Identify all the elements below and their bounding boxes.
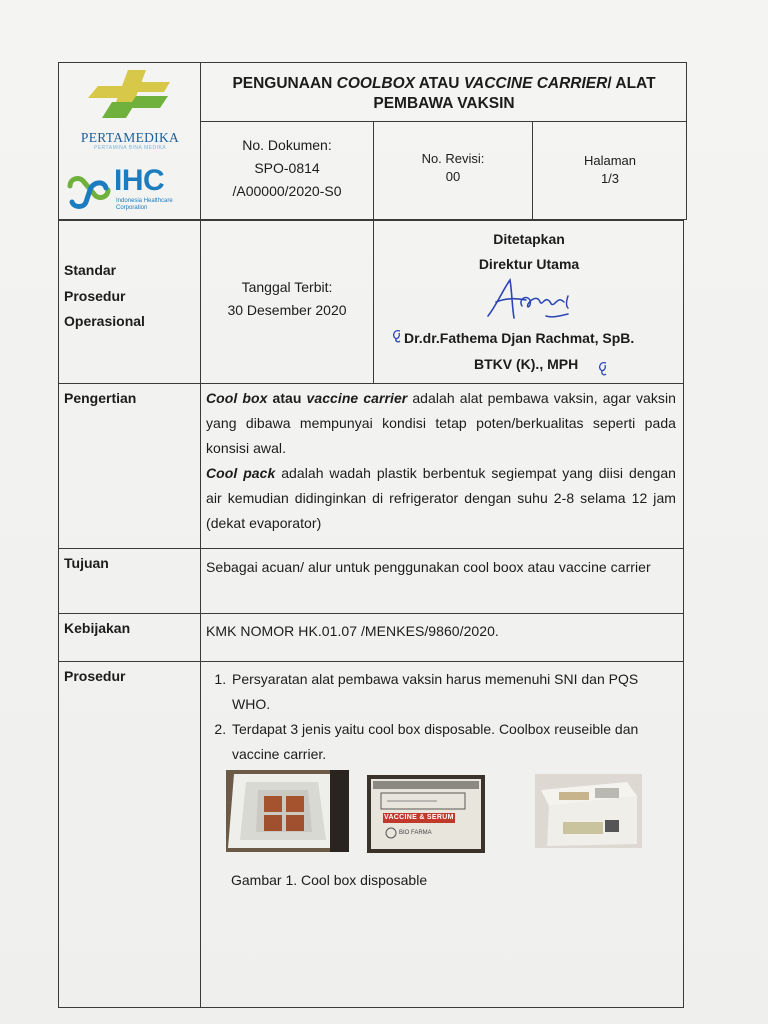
document-title: [202, 74, 686, 114]
position: Direktur Utama: [478, 256, 580, 272]
prosedur-item-1: 1. Persyaratan alat pembawa vaksin harus memenuhi SNI dan PQS WHO.: [230, 667, 678, 717]
prosedur-item-2: 2. Terdapat 3 jenis yaitu cool box disposable. Coolbox reuseible dan vaccine carrier.: [230, 717, 678, 767]
photo-vaccine-serum-box: [367, 775, 485, 853]
pertamedika-logo-icon: [84, 68, 176, 122]
photo-coolbox-open: [226, 770, 349, 852]
prosedur-label: Prosedur: [64, 668, 126, 684]
pertamedika-logo-text: PERTAMEDIKA: [80, 130, 180, 145]
definition-2: adalah wadah plastik berbentuk segiempat yang diisi dengan air kemudian didinginkan di refrigerator dengan suhu 2-8 selama 12 jam (dekat evaporator): [206, 465, 676, 531]
doc-number-1: SPO-0814: [254, 160, 320, 176]
definition-1: adalah alat pembawa vaksin, agar vaksin yang dibawa mempunyai kondisi tetap poten/berkualitas seperti pada konsisi awal.: [206, 390, 676, 456]
issue-date-cell: [202, 276, 372, 322]
photo-coolbox-closed: [535, 774, 642, 848]
set-by: Ditetapkan: [493, 231, 565, 247]
doc-label: No. Dokumen:: [242, 137, 332, 153]
title-part1: PENGUNAAN: [232, 75, 337, 92]
rev-value: 00: [445, 169, 461, 184]
director-name-line2: BTKV (K)., MPH: [474, 356, 579, 372]
issue-date-label: Tanggal Terbit:: [241, 279, 333, 295]
page-value: 1/3: [600, 171, 620, 186]
stamp-mark-icon: [390, 328, 404, 344]
ihc-logo-icon: [64, 168, 112, 214]
doc-number-2: /A00000/2020-S0: [232, 183, 342, 199]
term-vaccine-carrier: vaccine carrier: [306, 390, 408, 406]
director-name-line1: Dr.dr.Fathema Djan Rachmat, SpB.: [404, 330, 635, 346]
sop-line2: Prosedur: [64, 287, 126, 304]
revision-cell: [374, 150, 532, 186]
pertamedika-tagline: PERTAMINA BINA MEDIKA: [93, 145, 167, 151]
sop-line1: Standar: [64, 262, 117, 278]
title-italic-coolbox: COOLBOX: [336, 75, 416, 92]
pengertian-label: Pengertian: [64, 390, 137, 406]
photo2-label-biofarma: BIO FARMA: [399, 830, 432, 836]
ihc-logo-sub1: Indonesia Healthcare: [116, 198, 173, 204]
kebijakan-text: KMK NOMOR HK.01.07 /MENKES/9860/2020.: [206, 623, 499, 639]
prosedur-list: [206, 667, 678, 767]
page-cell: [533, 152, 687, 188]
title-part2: ATAU: [415, 75, 464, 92]
signature-icon: [482, 276, 582, 328]
rev-label: No. Revisi:: [421, 151, 485, 166]
term-cool-box: Cool box: [206, 390, 268, 406]
photo2-label-vaccine: VACCINE & SERUM: [384, 814, 454, 821]
ihc-logo-text: IHC: [114, 164, 165, 197]
document-number-cell: [202, 134, 372, 203]
sop-line3: Operasional: [64, 313, 145, 329]
ihc-logo-sub2: Corporation: [116, 205, 148, 211]
sop-label: [64, 258, 145, 335]
tujuan-text: Sebagai acuan/ alur untuk penggunakan cool boox atau vaccine carrier: [206, 559, 651, 575]
title-line2: PEMBAWA VAKSIN: [373, 95, 515, 112]
term-atau: atau: [267, 390, 307, 406]
issue-date-value: 30 Desember 2020: [227, 302, 347, 318]
page-label: Halaman: [583, 153, 637, 168]
kebijakan-label: Kebijakan: [64, 620, 131, 636]
term-cool-pack: Cool pack: [206, 465, 276, 481]
pengertian-text: [206, 386, 676, 536]
tujuan-label: Tujuan: [64, 555, 109, 571]
approval-cell: [374, 227, 684, 277]
title-italic-carrier: VACCINE CARRIER: [463, 75, 608, 92]
title-part3: / ALAT: [607, 75, 656, 92]
figure-caption: Gambar 1. Cool box disposable: [231, 872, 428, 888]
